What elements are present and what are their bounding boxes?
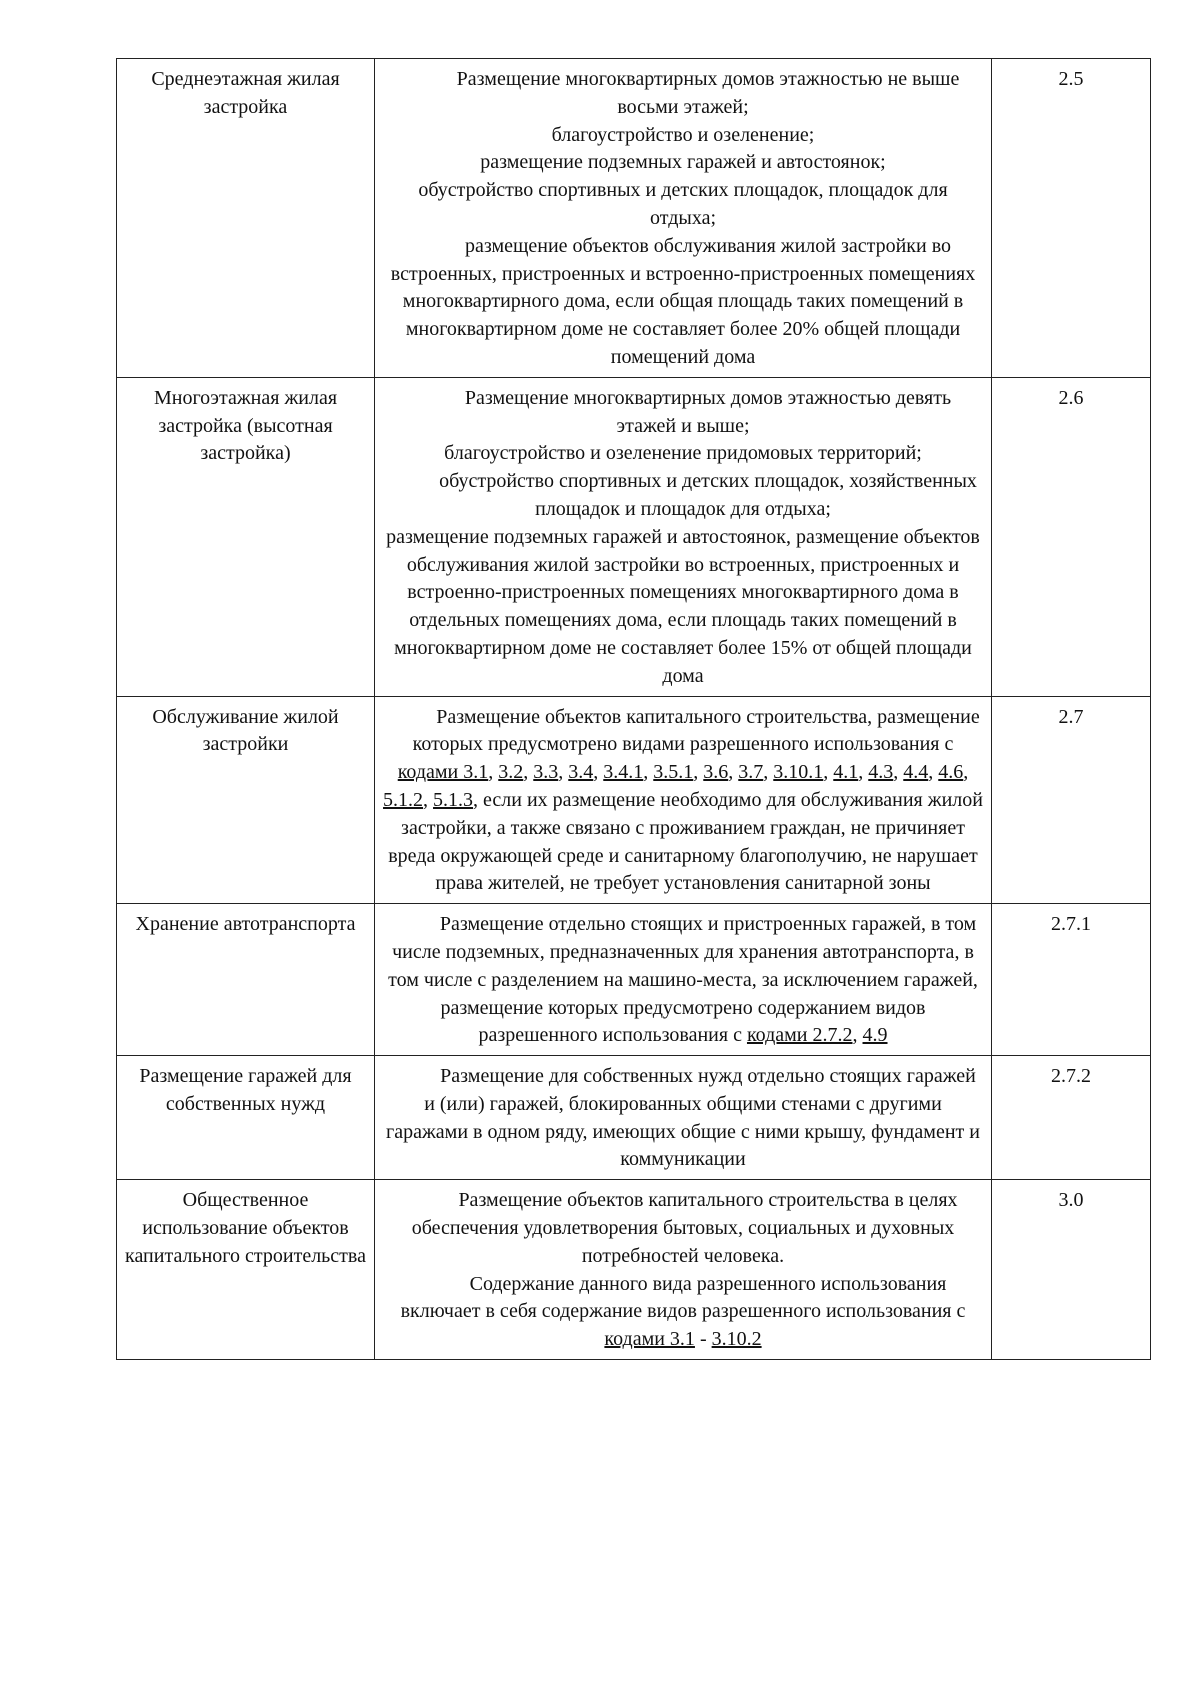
- code-link[interactable]: 4.6: [938, 761, 964, 784]
- code-link[interactable]: 3.10.1: [773, 761, 824, 784]
- code-link[interactable]: 3.6: [703, 761, 729, 784]
- use-type-code: 2.5: [992, 59, 1151, 378]
- code-link[interactable]: кодами 3.1: [397, 761, 489, 784]
- description-paragraph: Размещение объектов капитального строительства в целях обеспечения удовлетворения бытовых, социальных и духовных потребностей человека.: [411, 1189, 958, 1267]
- description-paragraph: [383, 704, 983, 899]
- description-text: ,: [858, 761, 869, 784]
- use-type-description: [375, 904, 992, 1056]
- description-text: ,: [893, 761, 904, 784]
- use-type-name: Хранение автотранспорта: [117, 904, 375, 1056]
- description-text: ,: [852, 1024, 863, 1047]
- code-link[interactable]: 3.4: [568, 761, 594, 784]
- use-type-code: 2.6: [992, 377, 1151, 696]
- code-link[interactable]: 3.4.1: [603, 761, 644, 784]
- table-row: [117, 1180, 1151, 1360]
- description-text: ,: [823, 761, 834, 784]
- code-link[interactable]: 3.5.1: [653, 761, 694, 784]
- description-text: ,: [643, 761, 654, 784]
- code-link[interactable]: 4.4: [903, 761, 929, 784]
- description-text: ,: [558, 761, 569, 784]
- table-body: [117, 59, 1151, 1360]
- description-text: ,: [963, 761, 969, 784]
- description-text: , если их размещение необходимо для обслуживания жилой застройки, а также связано с проживанием граждан, не причиняет вреда окружающей среде и санитарному благополучию, не нарушает права жителей, не требует установления санитарной зоны: [388, 788, 983, 895]
- description-text: Размещение отдельно стоящих и пристроенных гаражей, в том числе подземных, предназначенных для хранения автотранспорта, в том числе с разделением на машино-места, за исключением гаражей, размещение которых предусмотрено содержанием видов разрешенного использования с: [388, 913, 978, 1047]
- code-link[interactable]: 3.2: [498, 761, 524, 784]
- description-paragraph: обустройство спортивных и детских площадок, площадок для отдыха;: [418, 179, 948, 229]
- description-paragraph: Размещение многоквартирных домов этажностью девять этажей и выше;: [464, 386, 952, 437]
- code-link[interactable]: 3.10.2: [711, 1328, 762, 1351]
- use-type-description: [375, 1180, 992, 1360]
- code-link[interactable]: 3.3: [533, 761, 559, 784]
- description-paragraph: обустройство спортивных и детских площадок, хозяйственных площадок и площадок для отдыха;: [439, 470, 977, 520]
- description-text: ,: [488, 761, 499, 784]
- description-paragraph: благоустройство и озеленение;: [551, 123, 815, 146]
- use-type-name: Обслуживание жилой застройки: [117, 696, 375, 904]
- description-paragraph: благоустройство и озеленение придомовых территорий;: [444, 442, 922, 465]
- table-row: [117, 377, 1151, 696]
- description-text: ,: [593, 761, 604, 784]
- code-link[interactable]: 4.3: [868, 761, 894, 784]
- code-link[interactable]: 3.7: [738, 761, 764, 784]
- code-link[interactable]: 5.1.3: [433, 788, 474, 811]
- use-type-description: [375, 377, 992, 696]
- table-row: [117, 1056, 1151, 1180]
- use-type-description: [375, 696, 992, 904]
- description-text: ,: [423, 788, 434, 811]
- code-link[interactable]: кодами 3.1: [604, 1328, 695, 1351]
- code-link[interactable]: 5.1.2: [383, 788, 424, 811]
- code-link[interactable]: 4.1: [833, 761, 859, 784]
- table-row: [117, 904, 1151, 1056]
- description-paragraph: размещение объектов обслуживания жилой застройки во встроенных, пристроенных и встроенно-пристроенных помещениях многоквартирного дома, если общая площадь таких помещений в многоквартирном доме не составляет более 20% общей площади помещений дома: [390, 234, 976, 368]
- use-type-code: 3.0: [992, 1180, 1151, 1360]
- description-text: ,: [928, 761, 939, 784]
- description-text: -: [694, 1328, 712, 1351]
- use-type-description: [375, 59, 992, 378]
- land-use-table: [116, 58, 1151, 1360]
- use-type-description: [375, 1056, 992, 1180]
- description-paragraph: Размещение многоквартирных домов этажностью не выше восьми этажей;: [456, 68, 960, 118]
- description-paragraph: размещение подземных гаражей и автостоянок;: [480, 151, 886, 174]
- description-text: Содержание данного вида разрешенного использования включает в себя содержание видов разрешенного использования с: [400, 1272, 966, 1323]
- use-type-code: 2.7: [992, 696, 1151, 904]
- description-text: Размещение объектов капитального строительства, размещение которых предусмотрено видами разрешенного использования с: [412, 705, 980, 756]
- description-text: ,: [728, 761, 739, 784]
- description-paragraph: Размещение для собственных нужд отдельно стоящих гаражей и (или) гаражей, блокированных общими стенами с другими гаражами в одном ряду, имеющих общие с ними крышу, фундамент и коммуникации: [386, 1065, 980, 1171]
- description-paragraph: [383, 911, 983, 1050]
- use-type-name: Среднеэтажная жилая застройка: [117, 59, 375, 378]
- use-type-name: Общественное использование объектов капитального строительства: [117, 1180, 375, 1360]
- description-text: ,: [693, 761, 704, 784]
- use-type-code: 2.7.1: [992, 904, 1151, 1056]
- use-type-name: Многоэтажная жилая застройка (высотная застройка): [117, 377, 375, 696]
- use-type-code: 2.7.2: [992, 1056, 1151, 1180]
- code-link[interactable]: кодами 2.7.2: [746, 1024, 853, 1047]
- description-text: ,: [763, 761, 774, 784]
- use-type-name: Размещение гаражей для собственных нужд: [117, 1056, 375, 1180]
- description-paragraph: [383, 1271, 983, 1354]
- description-paragraph: размещение подземных гаражей и автостоянок, размещение объектов обслуживания жилой застройки во встроенных, пристроенных и встроенно-пристроенных помещениях многоквартирного дома в отдельных помещениях дома, если площадь таких помещений в многоквартирном доме не составляет более 15% от общей площади дома: [386, 525, 980, 687]
- description-text: ,: [523, 761, 534, 784]
- code-link[interactable]: 4.9: [862, 1024, 888, 1047]
- table-row: [117, 696, 1151, 904]
- table-row: [117, 59, 1151, 378]
